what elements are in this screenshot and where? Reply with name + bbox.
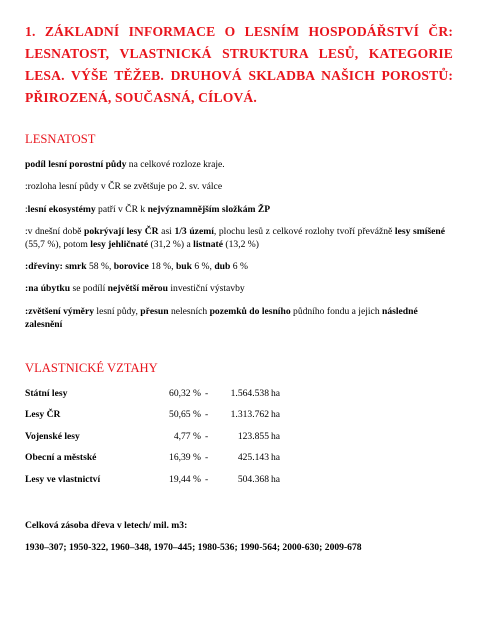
row-label: Vojenské lesy	[25, 431, 80, 442]
row-percent: 19,44 %	[169, 474, 201, 485]
text: investiční výstavby	[167, 283, 245, 294]
text: 18 %,	[148, 261, 176, 272]
bold-text: nejvýznamnějším složkám ŽP	[147, 204, 271, 215]
wood-stock-values: 1930–307; 1950-322, 1960–348, 1970–445; 1980-536; 1990-564; 2000-630; 2009-678	[25, 542, 362, 553]
row-unit: ha	[271, 431, 281, 442]
bold-text: pokrývají lesy ČR	[84, 226, 159, 237]
bold-text: listnaté	[193, 239, 224, 250]
row-unit: ha	[271, 388, 281, 399]
row-unit: ha	[271, 452, 281, 463]
text: , plochu lesů z celkové rozlohy tvoří převážně	[213, 226, 395, 237]
wood-stock-heading: Celková zásoba dřeva v letech/ mil. m3:	[25, 520, 188, 531]
text: 6 %,	[191, 261, 215, 272]
paragraph-zvetseni	[25, 305, 450, 331]
table-row	[25, 452, 325, 466]
text: 58 %,	[86, 261, 114, 272]
paragraph-ekosystemy	[25, 203, 455, 216]
row-label: Lesy ve vlastnictví	[25, 474, 101, 485]
section-heading-lesnatost: LESNATOST	[25, 132, 96, 146]
bold-text: pozemků do lesního	[209, 306, 291, 317]
section-heading-vlastnicke-vztahy: VLASTNICKÉ VZTAHY	[25, 361, 158, 375]
paragraph-ubytek	[25, 282, 455, 295]
bold-text: následné zalesnění	[25, 306, 418, 330]
row-percent: 50,65 %	[169, 409, 201, 420]
bold-text: lesy smíšené	[394, 226, 445, 237]
text: se podílí	[70, 283, 108, 294]
table-row	[25, 409, 325, 423]
text: :	[25, 204, 28, 215]
text: (31,2 %) a	[148, 239, 194, 250]
bold-text: :dřeviny: smrk	[25, 261, 87, 272]
paragraph-rozloha	[25, 180, 455, 193]
text: (13,2 %)	[223, 239, 259, 250]
page-title: 1. ZÁKLADNÍ INFORMACE O LESNÍM HOSPODÁŘSTVÍ ČR: LESNATOST, VLASTNICKÁ STRUKTURA LESŮ, KATEGORIE LESA. VÝŠE TĚŽEB. DRUHOVÁ SKLADBA NAŠICH POROSTŮ: PŘIROZENÁ, SOUČASNÁ, CÍLOVÁ.	[25, 24, 453, 105]
table-row	[25, 474, 325, 488]
bold-text: dub	[214, 261, 231, 272]
row-percent: 60,32 %	[169, 388, 201, 399]
row-amount: 1.564.538	[230, 388, 269, 399]
text: asi	[158, 226, 175, 237]
bold-text: 1/3 území	[174, 226, 214, 237]
row-dash: -	[205, 474, 209, 485]
table-row	[25, 431, 325, 445]
bold-text: lesní ekosystémy	[27, 204, 96, 215]
bold-text: borovice	[113, 261, 149, 272]
row-amount: 123.855	[237, 431, 269, 442]
row-percent: 4,77 %	[173, 431, 201, 442]
bold-text: přesun	[140, 306, 169, 317]
row-dash: -	[205, 409, 209, 420]
text: :rozloha lesní půdy v ČR se zvětšuje po 2. sv. válce	[25, 181, 223, 192]
bold-text: :zvětšení výměry	[25, 306, 94, 317]
paragraph-pokryvaji	[25, 225, 445, 251]
bold-text: :na úbytku	[25, 283, 71, 294]
row-label: Státní lesy	[25, 388, 68, 399]
row-amount: 504.368	[237, 474, 269, 485]
row-unit: ha	[271, 474, 281, 485]
row-percent: 16,39 %	[169, 452, 201, 463]
text: nelesních	[168, 306, 210, 317]
row-dash: -	[205, 431, 209, 442]
text: (55,7 %), potom	[25, 239, 91, 250]
text: :v dnešní době	[25, 226, 85, 237]
text: patří v ČR k	[95, 204, 148, 215]
row-label: Lesy ČR	[25, 409, 61, 420]
text: 6 %	[230, 261, 248, 272]
row-dash: -	[205, 452, 209, 463]
bold-text: podíl lesní porostní půdy	[25, 159, 127, 170]
row-unit: ha	[271, 409, 281, 420]
row-amount: 425.143	[237, 452, 269, 463]
paragraph-dreviny	[25, 260, 455, 273]
bold-text: největší měrou	[107, 283, 168, 294]
text: lesní půdy,	[94, 306, 141, 317]
text: na celkové rozloze kraje.	[126, 159, 225, 170]
table-row	[25, 388, 325, 402]
row-dash: -	[205, 388, 209, 399]
bold-text: lesy jehličnaté	[90, 239, 149, 250]
paragraph-podil	[25, 158, 455, 171]
bold-text: buk	[175, 261, 192, 272]
row-amount: 1.313.762	[230, 409, 269, 420]
row-label: Obecní a městské	[25, 452, 97, 463]
text: půdního fondu a jejich	[290, 306, 383, 317]
